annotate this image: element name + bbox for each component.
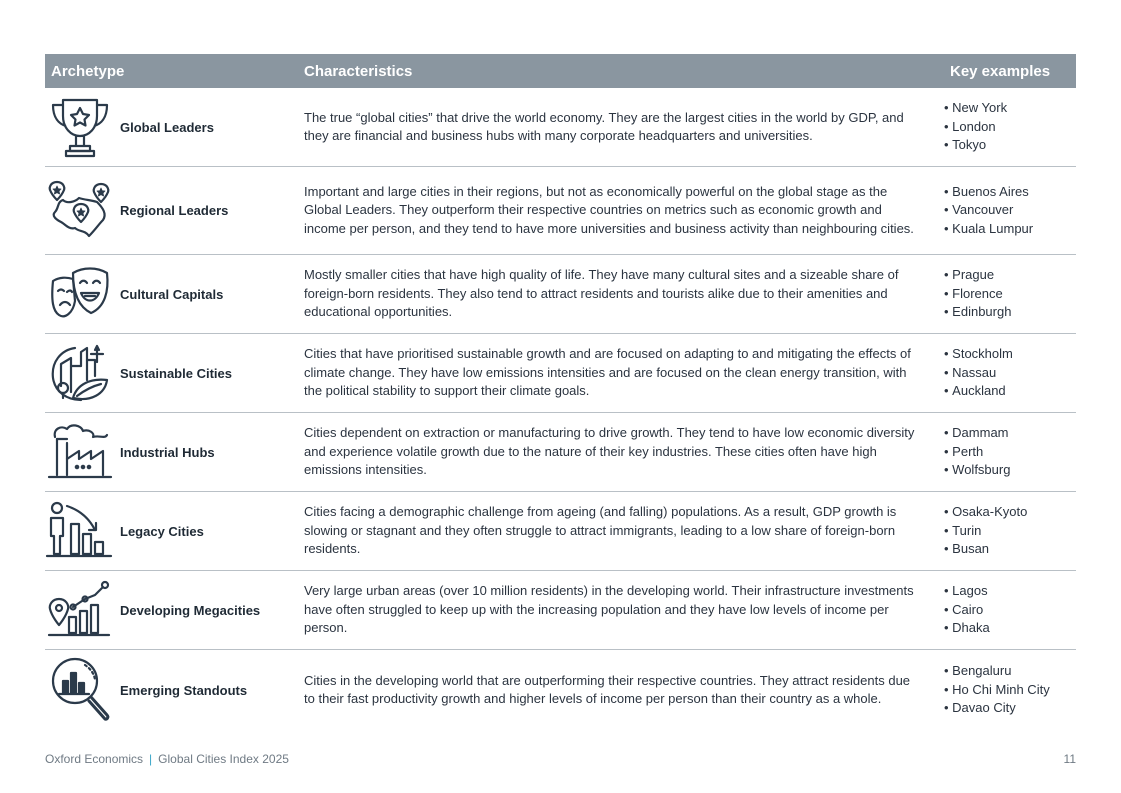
example-item: • Ho Chi Minh City bbox=[944, 681, 1076, 700]
example-item: • Perth bbox=[944, 443, 1076, 462]
archetype-cell bbox=[45, 178, 298, 244]
footer-org: Oxford Economics bbox=[45, 752, 144, 766]
archetype-table bbox=[45, 54, 1076, 730]
example-item: • Osaka-Kyoto bbox=[944, 503, 1076, 522]
example-item: • Cairo bbox=[944, 601, 1076, 620]
archetype-cell bbox=[45, 261, 298, 327]
example-item: • London bbox=[944, 118, 1076, 137]
table-row bbox=[45, 571, 1076, 650]
map-pins-icon bbox=[45, 178, 120, 244]
key-examples bbox=[938, 266, 1076, 322]
table-row bbox=[45, 167, 1076, 255]
characteristics-text: Cities in the developing world that are outperforming their respective countries. They attract residents due to their fast productivity growth and higher levels of income per person than their country as a whole. bbox=[304, 672, 911, 706]
example-item: • Turin bbox=[944, 522, 1076, 541]
table-row bbox=[45, 255, 1076, 334]
trophy-star-icon bbox=[45, 94, 120, 160]
example-item: • Dhaka bbox=[944, 619, 1076, 638]
example-item: • Bengaluru bbox=[944, 662, 1076, 681]
factory-icon bbox=[45, 419, 120, 485]
example-item: • Busan bbox=[944, 540, 1076, 559]
example-item: • Dammam bbox=[944, 424, 1076, 443]
example-item: • Tokyo bbox=[944, 136, 1076, 155]
key-examples bbox=[938, 424, 1076, 480]
example-item: • Florence bbox=[944, 285, 1076, 304]
header-characteristics: Characteristics bbox=[304, 62, 413, 80]
archetype-name: Developing Megacities bbox=[120, 602, 261, 618]
declining-population-icon bbox=[45, 498, 120, 564]
example-item: • Buenos Aires bbox=[944, 183, 1076, 202]
example-item: • Edinburgh bbox=[944, 303, 1076, 322]
key-examples bbox=[938, 183, 1076, 239]
archetype-name: Sustainable Cities bbox=[120, 365, 232, 381]
archetype-cell bbox=[45, 657, 298, 723]
table-row bbox=[45, 650, 1076, 730]
archetype-name: Regional Leaders bbox=[120, 203, 229, 218]
characteristics-text: Mostly smaller cities that have high quality of life. They have many cultural sites and a sizeable share of foreign-born residents. They also tend to attract residents and tourists alike due to their amenities and educational opportunities. bbox=[304, 267, 899, 320]
table-row bbox=[45, 88, 1076, 167]
key-examples bbox=[938, 503, 1076, 559]
characteristics-text: Cities that have prioritised sustainable growth and are focused on adapting to and mitigating the effects of climate change. They have low emissions intensities and are focused on the clean energy transition, with the political stability to support their climate goals. bbox=[304, 346, 911, 399]
archetype-name: Emerging Standouts bbox=[120, 682, 248, 698]
page-number: 11 bbox=[1063, 752, 1076, 766]
example-item: • Vancouver bbox=[944, 201, 1076, 220]
table-row bbox=[45, 334, 1076, 413]
archetype-cell bbox=[45, 577, 298, 643]
archetype-cell bbox=[45, 498, 298, 564]
characteristics-text: Cities facing a demographic challenge from ageing (and falling) populations. As a result, GDP growth is slowing or stagnant and they often struggle to attract immigrants, leading to a low share of foreign-born residents. bbox=[304, 504, 897, 557]
archetype-cell bbox=[45, 340, 298, 406]
archetype-cell bbox=[45, 419, 298, 485]
key-examples bbox=[938, 582, 1076, 638]
theatre-masks-icon bbox=[45, 261, 120, 327]
key-examples bbox=[938, 662, 1076, 718]
characteristics-text: Important and large cities in their regions, but not as economically powerful on the global stage as the Global Leaders. They outperform their respective countries on metrics such as economic growth and income per person, and they tend to have more universities and business activity than neighbouring cities. bbox=[304, 183, 914, 236]
archetype-cell bbox=[45, 94, 298, 160]
growth-chart-pin-icon bbox=[45, 577, 120, 643]
characteristics-text: The true “global cities” that drive the world economy. They are the largest cities in the world by GDP, and they are financial and business hubs with many corporate headquarters and universities. bbox=[304, 109, 904, 143]
table-row bbox=[45, 492, 1076, 571]
key-examples bbox=[938, 345, 1076, 401]
footer-source bbox=[45, 752, 289, 766]
archetype-name: Legacy Cities bbox=[120, 523, 204, 539]
footer-separator: | bbox=[149, 752, 153, 766]
characteristics-text: Very large urban areas (over 10 million residents) in the developing world. Their infrastructure investments have often struggled to keep up with the increasing population and they have low levels of income per person. bbox=[304, 583, 914, 636]
page-footer bbox=[45, 752, 1076, 766]
example-item: • Kuala Lumpur bbox=[944, 220, 1076, 239]
example-item: • Davao City bbox=[944, 699, 1076, 718]
table-row bbox=[45, 413, 1076, 492]
footer-doc-title: Global Cities Index 2025 bbox=[158, 752, 289, 766]
example-item: • Stockholm bbox=[944, 345, 1076, 364]
characteristics-text: Cities dependent on extraction or manufacturing to drive growth. They tend to have low economic diversity and experience volatile growth due to the nature of their key industries. These cities often have high emissions intensities. bbox=[304, 425, 915, 478]
example-item: • Nassau bbox=[944, 364, 1076, 383]
example-item: • Auckland bbox=[944, 382, 1076, 401]
example-item: • Prague bbox=[944, 266, 1076, 285]
archetype-name: Global Leaders bbox=[120, 119, 214, 135]
green-city-icon bbox=[45, 340, 120, 406]
archetype-name: Cultural Capitals bbox=[120, 286, 224, 302]
header-archetype: Archetype bbox=[51, 62, 125, 80]
example-item: • Wolfsburg bbox=[944, 461, 1076, 480]
key-examples bbox=[938, 99, 1076, 155]
example-item: • Lagos bbox=[944, 582, 1076, 601]
example-item: • New York bbox=[944, 99, 1076, 118]
archetype-name: Industrial Hubs bbox=[120, 444, 215, 460]
table-header bbox=[45, 54, 1076, 88]
magnifier-chart-icon bbox=[45, 657, 120, 723]
header-key-examples: Key examples bbox=[950, 62, 1051, 80]
